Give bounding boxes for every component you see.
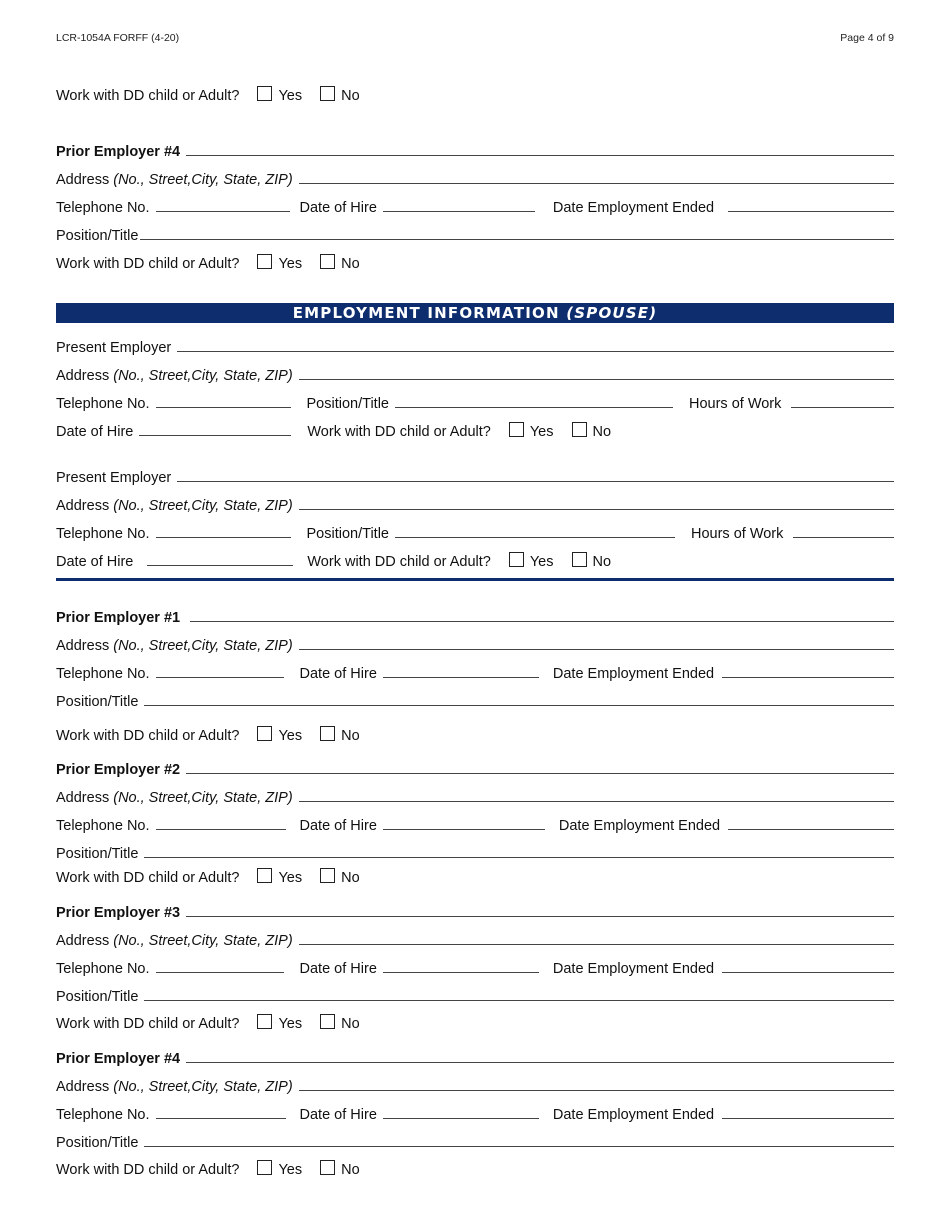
date-ended-field[interactable] xyxy=(722,1118,894,1119)
prior-employer-2-row xyxy=(56,758,894,778)
position-row xyxy=(56,224,894,244)
telephone-label: Telephone No. xyxy=(56,200,150,216)
prior-employer-4-field[interactable] xyxy=(186,155,894,156)
address-row xyxy=(56,364,894,384)
date-of-hire-label: Date of Hire xyxy=(56,554,134,570)
no-checkbox[interactable] xyxy=(320,868,335,883)
yes-label: Yes xyxy=(529,554,554,570)
address-label: Address xyxy=(56,172,110,188)
hire-workdd-row xyxy=(56,550,894,570)
no-label: No xyxy=(341,88,360,104)
position-label: Position/Title xyxy=(56,989,139,1005)
yes-label: Yes xyxy=(278,1162,303,1178)
present-employer-label: Present Employer xyxy=(56,340,172,356)
work-dd-row xyxy=(56,724,894,744)
position-label: Position/Title xyxy=(56,694,139,710)
work-dd-label: Work with DD child or Adult? xyxy=(56,88,240,104)
date-of-hire-label: Date of Hire xyxy=(56,424,134,440)
hire-workdd-row xyxy=(56,420,894,440)
no-checkbox[interactable] xyxy=(320,254,335,269)
work-dd-label: Work with DD child or Adult? xyxy=(56,728,240,744)
work-dd-row xyxy=(56,866,894,886)
prior-employer-2-field[interactable] xyxy=(186,773,894,774)
telephone-label: Telephone No. xyxy=(56,818,150,834)
no-label: No xyxy=(341,256,360,272)
address-hint: (No., Street,City, State, ZIP) xyxy=(113,172,293,188)
yes-label: Yes xyxy=(278,870,303,886)
position-field[interactable] xyxy=(144,1146,894,1147)
work-dd-row xyxy=(56,1012,894,1032)
work-dd-label: Work with DD child or Adult? xyxy=(307,554,491,570)
prior-employer-3-row xyxy=(56,901,894,921)
position-row xyxy=(56,690,894,710)
prior-employer-1-field[interactable] xyxy=(190,621,894,622)
prior-employer-1-row xyxy=(56,606,894,626)
hours-of-work-label: Hours of Work xyxy=(690,526,784,542)
no-label: No xyxy=(592,554,612,570)
work-dd-label: Work with DD child or Adult? xyxy=(56,1016,240,1032)
telephone-field[interactable] xyxy=(156,677,284,678)
present-employer-label: Present Employer xyxy=(56,470,172,486)
position-row xyxy=(56,985,894,1005)
work-dd-label: Work with DD child or Adult? xyxy=(307,424,491,440)
position-label: Position/Title xyxy=(56,228,139,244)
date-of-hire-field[interactable] xyxy=(383,677,539,678)
date-of-hire-label: Date of Hire xyxy=(299,200,377,216)
prior-employer-3-field[interactable] xyxy=(186,916,894,917)
yes-label: Yes xyxy=(278,88,303,104)
address-field[interactable] xyxy=(299,183,894,184)
no-checkbox[interactable] xyxy=(572,422,587,437)
hours-of-work-field[interactable] xyxy=(793,537,894,538)
banner-subtitle: (SPOUSE) xyxy=(566,304,658,322)
telephone-field[interactable] xyxy=(156,407,291,408)
section-banner xyxy=(56,303,894,323)
position-row xyxy=(56,1131,894,1151)
date-of-hire-field[interactable] xyxy=(383,211,535,212)
phone-position-hours-row xyxy=(56,522,894,542)
address-row xyxy=(56,494,894,514)
form-id: LCR-1054A FORFF (4-20) xyxy=(56,32,180,44)
prior-employer-4-label: Prior Employer #4 xyxy=(56,144,181,160)
present-employer-row xyxy=(56,466,894,486)
prior-employer-1-label: Prior Employer #1 xyxy=(56,610,181,626)
phone-dates-row xyxy=(56,814,894,834)
work-dd-label: Work with DD child or Adult? xyxy=(56,256,240,272)
date-ended-field[interactable] xyxy=(728,211,894,212)
position-field[interactable] xyxy=(144,1000,894,1001)
phone-dates-row xyxy=(56,662,894,682)
banner-title: EMPLOYMENT INFORMATION xyxy=(292,304,560,322)
date-ended-field[interactable] xyxy=(722,972,894,973)
address-label: Address xyxy=(56,1079,110,1095)
address-field[interactable] xyxy=(299,379,894,380)
present-employer-field[interactable] xyxy=(177,351,894,352)
position-row xyxy=(56,842,894,862)
section-divider xyxy=(56,578,894,581)
yes-checkbox[interactable] xyxy=(509,552,524,567)
position-field[interactable] xyxy=(144,857,894,858)
address-hint: (No., Street,City, State, ZIP) xyxy=(113,368,293,384)
no-checkbox[interactable] xyxy=(320,1014,335,1029)
no-checkbox[interactable] xyxy=(320,86,335,101)
date-ended-field[interactable] xyxy=(722,677,894,678)
address-label: Address xyxy=(56,368,110,384)
present-employer-row xyxy=(56,336,894,356)
phone-position-hours-row xyxy=(56,392,894,412)
telephone-field[interactable] xyxy=(156,972,284,973)
work-dd-row xyxy=(56,252,894,272)
date-of-hire-label: Date of Hire xyxy=(299,1107,377,1123)
address-row xyxy=(56,1075,894,1095)
address-field[interactable] xyxy=(299,509,894,510)
prior-employer-3-label: Prior Employer #3 xyxy=(56,905,181,921)
yes-checkbox[interactable] xyxy=(257,726,272,741)
no-label: No xyxy=(341,1016,360,1032)
yes-label: Yes xyxy=(278,728,303,744)
yes-checkbox[interactable] xyxy=(509,422,524,437)
address-hint: (No., Street,City, State, ZIP) xyxy=(113,498,293,514)
address-label: Address xyxy=(56,498,110,514)
telephone-field[interactable] xyxy=(156,537,291,538)
address-field[interactable] xyxy=(299,801,894,802)
position-field[interactable] xyxy=(144,705,894,706)
date-of-hire-label: Date of Hire xyxy=(299,818,377,834)
address-field[interactable] xyxy=(299,649,894,650)
hours-of-work-label: Hours of Work xyxy=(688,396,782,412)
telephone-label: Telephone No. xyxy=(56,1107,150,1123)
page-number: Page 4 of 9 xyxy=(840,32,894,44)
present-employer-field[interactable] xyxy=(177,481,894,482)
address-hint: (No., Street,City, State, ZIP) xyxy=(113,933,293,949)
hours-of-work-field[interactable] xyxy=(791,407,894,408)
address-label: Address xyxy=(56,638,110,654)
telephone-label: Telephone No. xyxy=(56,526,150,542)
date-of-hire-label: Date of Hire xyxy=(299,961,377,977)
no-label: No xyxy=(592,424,612,440)
address-label: Address xyxy=(56,933,110,949)
position-label: Position/Title xyxy=(56,1135,139,1151)
phone-dates-row xyxy=(56,957,894,977)
address-hint: (No., Street,City, State, ZIP) xyxy=(113,638,293,654)
date-ended-label: Date Employment Ended xyxy=(552,666,715,682)
date-of-hire-field[interactable] xyxy=(139,435,291,436)
telephone-label: Telephone No. xyxy=(56,396,150,412)
position-field[interactable] xyxy=(395,407,673,408)
yes-checkbox[interactable] xyxy=(257,1014,272,1029)
position-label: Position/Title xyxy=(306,526,389,542)
date-of-hire-field[interactable] xyxy=(383,829,545,830)
position-label: Position/Title xyxy=(306,396,389,412)
yes-checkbox[interactable] xyxy=(257,86,272,101)
no-label: No xyxy=(341,870,360,886)
address-row xyxy=(56,929,894,949)
work-dd-row xyxy=(56,84,894,104)
date-of-hire-field[interactable] xyxy=(383,972,539,973)
prior-employer-2-label: Prior Employer #2 xyxy=(56,762,181,778)
date-ended-label: Date Employment Ended xyxy=(552,200,715,216)
address-field[interactable] xyxy=(299,1090,894,1091)
yes-label: Yes xyxy=(278,1016,303,1032)
date-of-hire-label: Date of Hire xyxy=(299,666,377,682)
address-field[interactable] xyxy=(299,944,894,945)
telephone-label: Telephone No. xyxy=(56,666,150,682)
yes-label: Yes xyxy=(278,256,303,272)
prior-employer-4-row xyxy=(56,140,894,160)
date-ended-field[interactable] xyxy=(728,829,894,830)
no-checkbox[interactable] xyxy=(572,552,587,567)
date-ended-label: Date Employment Ended xyxy=(552,961,715,977)
no-label: No xyxy=(341,1162,360,1178)
yes-label: Yes xyxy=(529,424,554,440)
position-field[interactable] xyxy=(140,239,894,240)
yes-checkbox[interactable] xyxy=(257,254,272,269)
no-label: No xyxy=(341,728,360,744)
yes-checkbox[interactable] xyxy=(257,1160,272,1175)
telephone-label: Telephone No. xyxy=(56,961,150,977)
work-dd-label: Work with DD child or Adult? xyxy=(56,1162,240,1178)
address-label: Address xyxy=(56,790,110,806)
date-ended-label: Date Employment Ended xyxy=(558,818,721,834)
address-row xyxy=(56,634,894,654)
date-of-hire-field[interactable] xyxy=(147,565,293,566)
address-hint: (No., Street,City, State, ZIP) xyxy=(113,1079,293,1095)
address-row xyxy=(56,786,894,806)
address-row xyxy=(56,168,894,188)
prior-employer-4-field[interactable] xyxy=(186,1062,894,1063)
no-checkbox[interactable] xyxy=(320,1160,335,1175)
phone-dates-row xyxy=(56,196,894,216)
yes-checkbox[interactable] xyxy=(257,868,272,883)
phone-dates-row xyxy=(56,1103,894,1123)
no-checkbox[interactable] xyxy=(320,726,335,741)
telephone-field[interactable] xyxy=(156,829,286,830)
position-field[interactable] xyxy=(395,537,675,538)
prior-employer-4-label: Prior Employer #4 xyxy=(56,1051,181,1067)
telephone-field[interactable] xyxy=(156,1118,286,1119)
work-dd-label: Work with DD child or Adult? xyxy=(56,870,240,886)
position-label: Position/Title xyxy=(56,846,139,862)
date-ended-label: Date Employment Ended xyxy=(552,1107,715,1123)
work-dd-row xyxy=(56,1158,894,1178)
address-hint: (No., Street,City, State, ZIP) xyxy=(113,790,293,806)
date-of-hire-field[interactable] xyxy=(383,1118,539,1119)
telephone-field[interactable] xyxy=(156,211,290,212)
prior-employer-4-row xyxy=(56,1047,894,1067)
